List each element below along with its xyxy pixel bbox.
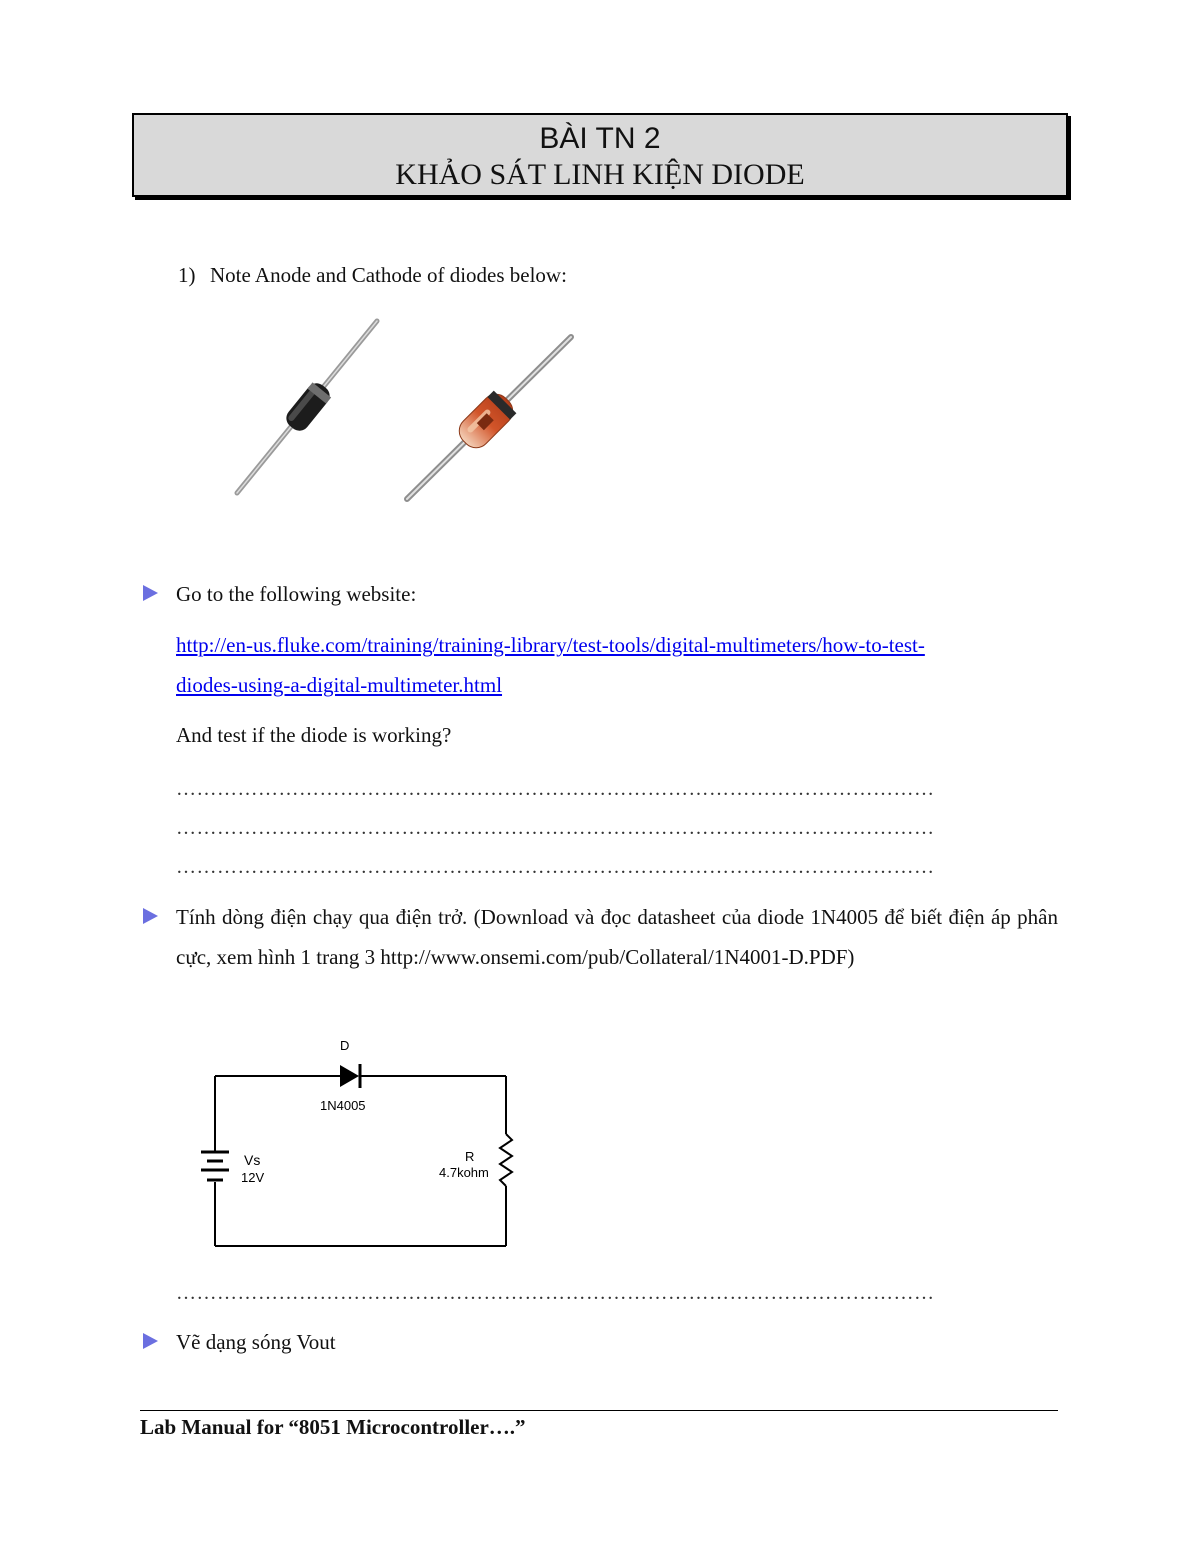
- source-value-label: 12V: [241, 1170, 265, 1185]
- bullet-1-question: And test if the diode is working?: [176, 723, 452, 747]
- title-box: [132, 113, 1068, 197]
- fluke-link-line-1[interactable]: http://en-us.fluke.com/training/training-library/test-tools/digital-multimeters/how-to-test-: [176, 633, 925, 657]
- question-1-number: 1): [178, 263, 196, 287]
- question-1-text: Note Anode and Cathode of diodes below:: [210, 263, 567, 287]
- bullet-1-text: Go to the following website:: [176, 582, 417, 606]
- answer-line: …………………………………………………………………………………………………: [176, 778, 935, 800]
- footer-rule: [140, 1410, 1058, 1411]
- bullet-3-text: Vẽ dạng sóng Vout: [176, 1330, 336, 1354]
- answer-line: …………………………………………………………………………………………………: [176, 856, 935, 878]
- answer-line: …………………………………………………………………………………………………: [176, 1282, 935, 1304]
- circuit-diagram: [175, 1030, 545, 1260]
- title-line-2: KHẢO SÁT LINH KIỆN DIODE: [395, 158, 805, 191]
- resistor-label: R: [465, 1149, 475, 1164]
- bullet-marker: [143, 908, 158, 924]
- resistor-value-label: 4.7kohm: [439, 1165, 489, 1180]
- bullet-marker: [143, 585, 158, 601]
- diode-part-label: 1N4005: [320, 1098, 366, 1113]
- bullet-marker: [143, 1333, 158, 1349]
- source-label: Vs: [244, 1152, 261, 1168]
- diode-glass-photo: [407, 337, 571, 499]
- bullet-2-text: Tính dòng điện chạy qua điện trở. (Download và đọc datasheet của diode 1N4005 để biết điện áp phân cực, xem hình 1 trang 3 http://www.onsemi.com/pub/Collateral/1N4001-D.PDF): [176, 905, 1058, 969]
- diode-black-photo: [237, 321, 377, 493]
- footer-text: Lab Manual for “8051 Microcontroller….”: [140, 1415, 526, 1439]
- diode-label: D: [340, 1038, 350, 1053]
- answer-line: …………………………………………………………………………………………………: [176, 817, 935, 839]
- fluke-link-line-2[interactable]: diodes-using-a-digital-multimeter.html: [176, 673, 503, 697]
- title-line-1: BÀI TN 2: [539, 122, 661, 155]
- diode-photos: [225, 315, 585, 510]
